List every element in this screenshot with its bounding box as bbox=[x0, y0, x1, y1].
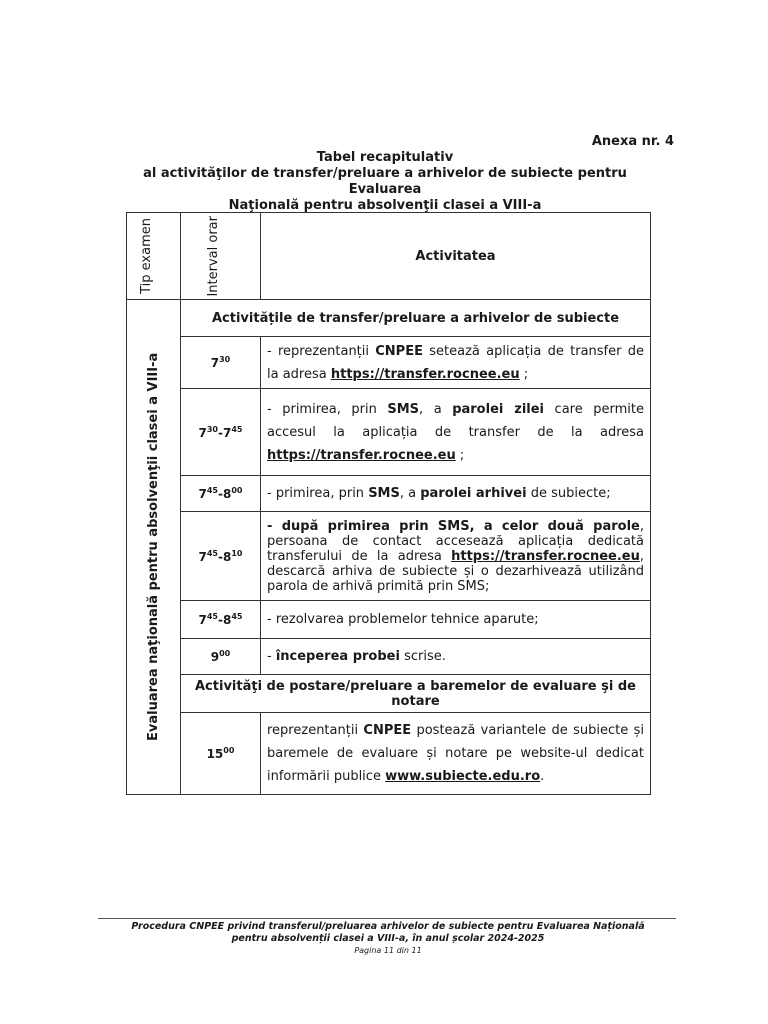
section-row-2 bbox=[127, 675, 651, 713]
time-cell: $7^{45}-8^{00}$ bbox=[181, 476, 261, 512]
time-cell: $15^{00}$ bbox=[181, 713, 261, 795]
activity-cell: reprezentanții CNPEE postează variantele de subiecte și baremele de evaluare și notare pe website-ul dedicat informării publice www.subiecte.edu.ro. bbox=[261, 713, 651, 795]
time-cell: $9^{00}$ bbox=[181, 639, 261, 675]
table-row bbox=[127, 639, 651, 675]
title-line-2: al activităţilor de transfer/preluare a arhivelor de subiecte pentru Evaluarea bbox=[143, 166, 627, 197]
transfer-link[interactable]: https://transfer.rocnee.eu bbox=[267, 447, 456, 463]
table-row bbox=[127, 476, 651, 512]
page-number: Pagina 11 din 11 bbox=[354, 946, 422, 955]
activity-cell: - reprezentanții CNPEE setează aplicația de transfer de la adresa https://transfer.rocnee.eu ; bbox=[261, 337, 651, 389]
summary-table bbox=[126, 212, 651, 795]
activity-cell: - după primirea prin SMS, a celor două parole, persoana de contact accesează aplicația dedicată transferului de la adresa https://transfer.rocnee.eu, descarcă arhiva de subiecte și o dezarhivează utilizând parola de arhivă primită prin SMS; bbox=[261, 512, 651, 601]
side-label-cell bbox=[127, 300, 181, 795]
header-tip-label: Tip examen bbox=[138, 218, 154, 294]
activity-cell: - primirea, prin SMS, a parolei zilei care permite accesul la aplicația de transfer de la adresa https://transfer.rocnee.eu ; bbox=[261, 389, 651, 476]
footer-line-2: pentru absolvenții clasei a VIII-a, în anul școlar 2024-2025 bbox=[231, 933, 545, 944]
time-cell: $7^{30}-7^{45}$ bbox=[181, 389, 261, 476]
header-interval bbox=[181, 213, 261, 300]
time-cell: $7^{30}$ bbox=[181, 337, 261, 389]
section-title-1: Activitățile de transfer/preluare a arhivelor de subiecte bbox=[181, 300, 651, 337]
table-row bbox=[127, 389, 651, 476]
transfer-link[interactable]: https://transfer.rocnee.eu bbox=[330, 366, 520, 382]
footer-divider bbox=[98, 918, 676, 919]
title-line-3: Naţională pentru absolvenţii clasei a VIII-a bbox=[228, 198, 542, 213]
header-activitatea: Activitatea bbox=[261, 213, 651, 300]
table-row bbox=[127, 713, 651, 795]
section-row-1 bbox=[127, 300, 651, 337]
table-row bbox=[127, 601, 651, 639]
transfer-link[interactable]: https://transfer.rocnee.eu bbox=[451, 548, 640, 564]
table-row bbox=[127, 337, 651, 389]
page-footer bbox=[110, 921, 666, 957]
table-header-row bbox=[127, 213, 651, 300]
section-title-2: Activităţi de postare/preluare a baremelor de evaluare şi de notare bbox=[181, 675, 651, 713]
header-interval-label: Interval orar bbox=[205, 215, 221, 297]
annex-label: Anexa nr. 4 bbox=[591, 134, 674, 149]
footer-line-1: Procedura CNPEE privind transferul/preluarea arhivelor de subiecte pentru Evaluarea Națională bbox=[131, 921, 645, 932]
activity-cell: - rezolvarea problemelor tehnice aparute; bbox=[261, 601, 651, 639]
header-tip bbox=[127, 213, 181, 300]
document-title bbox=[120, 150, 650, 214]
side-label: Evaluarea naţională pentru absolvenţii clasei a VIII-a bbox=[146, 352, 161, 742]
activity-cell: - primirea, prin SMS, a parolei arhivei de subiecte; bbox=[261, 476, 651, 512]
table-row bbox=[127, 512, 651, 601]
time-cell: $7^{45}-8^{10}$ bbox=[181, 512, 261, 601]
time-cell: $7^{45}-8^{45}$ bbox=[181, 601, 261, 639]
activity-cell: - începerea probei scrise. bbox=[261, 639, 651, 675]
title-line-1: Tabel recapitulativ bbox=[316, 150, 454, 165]
subiecte-link[interactable]: www.subiecte.edu.ro bbox=[385, 769, 541, 784]
